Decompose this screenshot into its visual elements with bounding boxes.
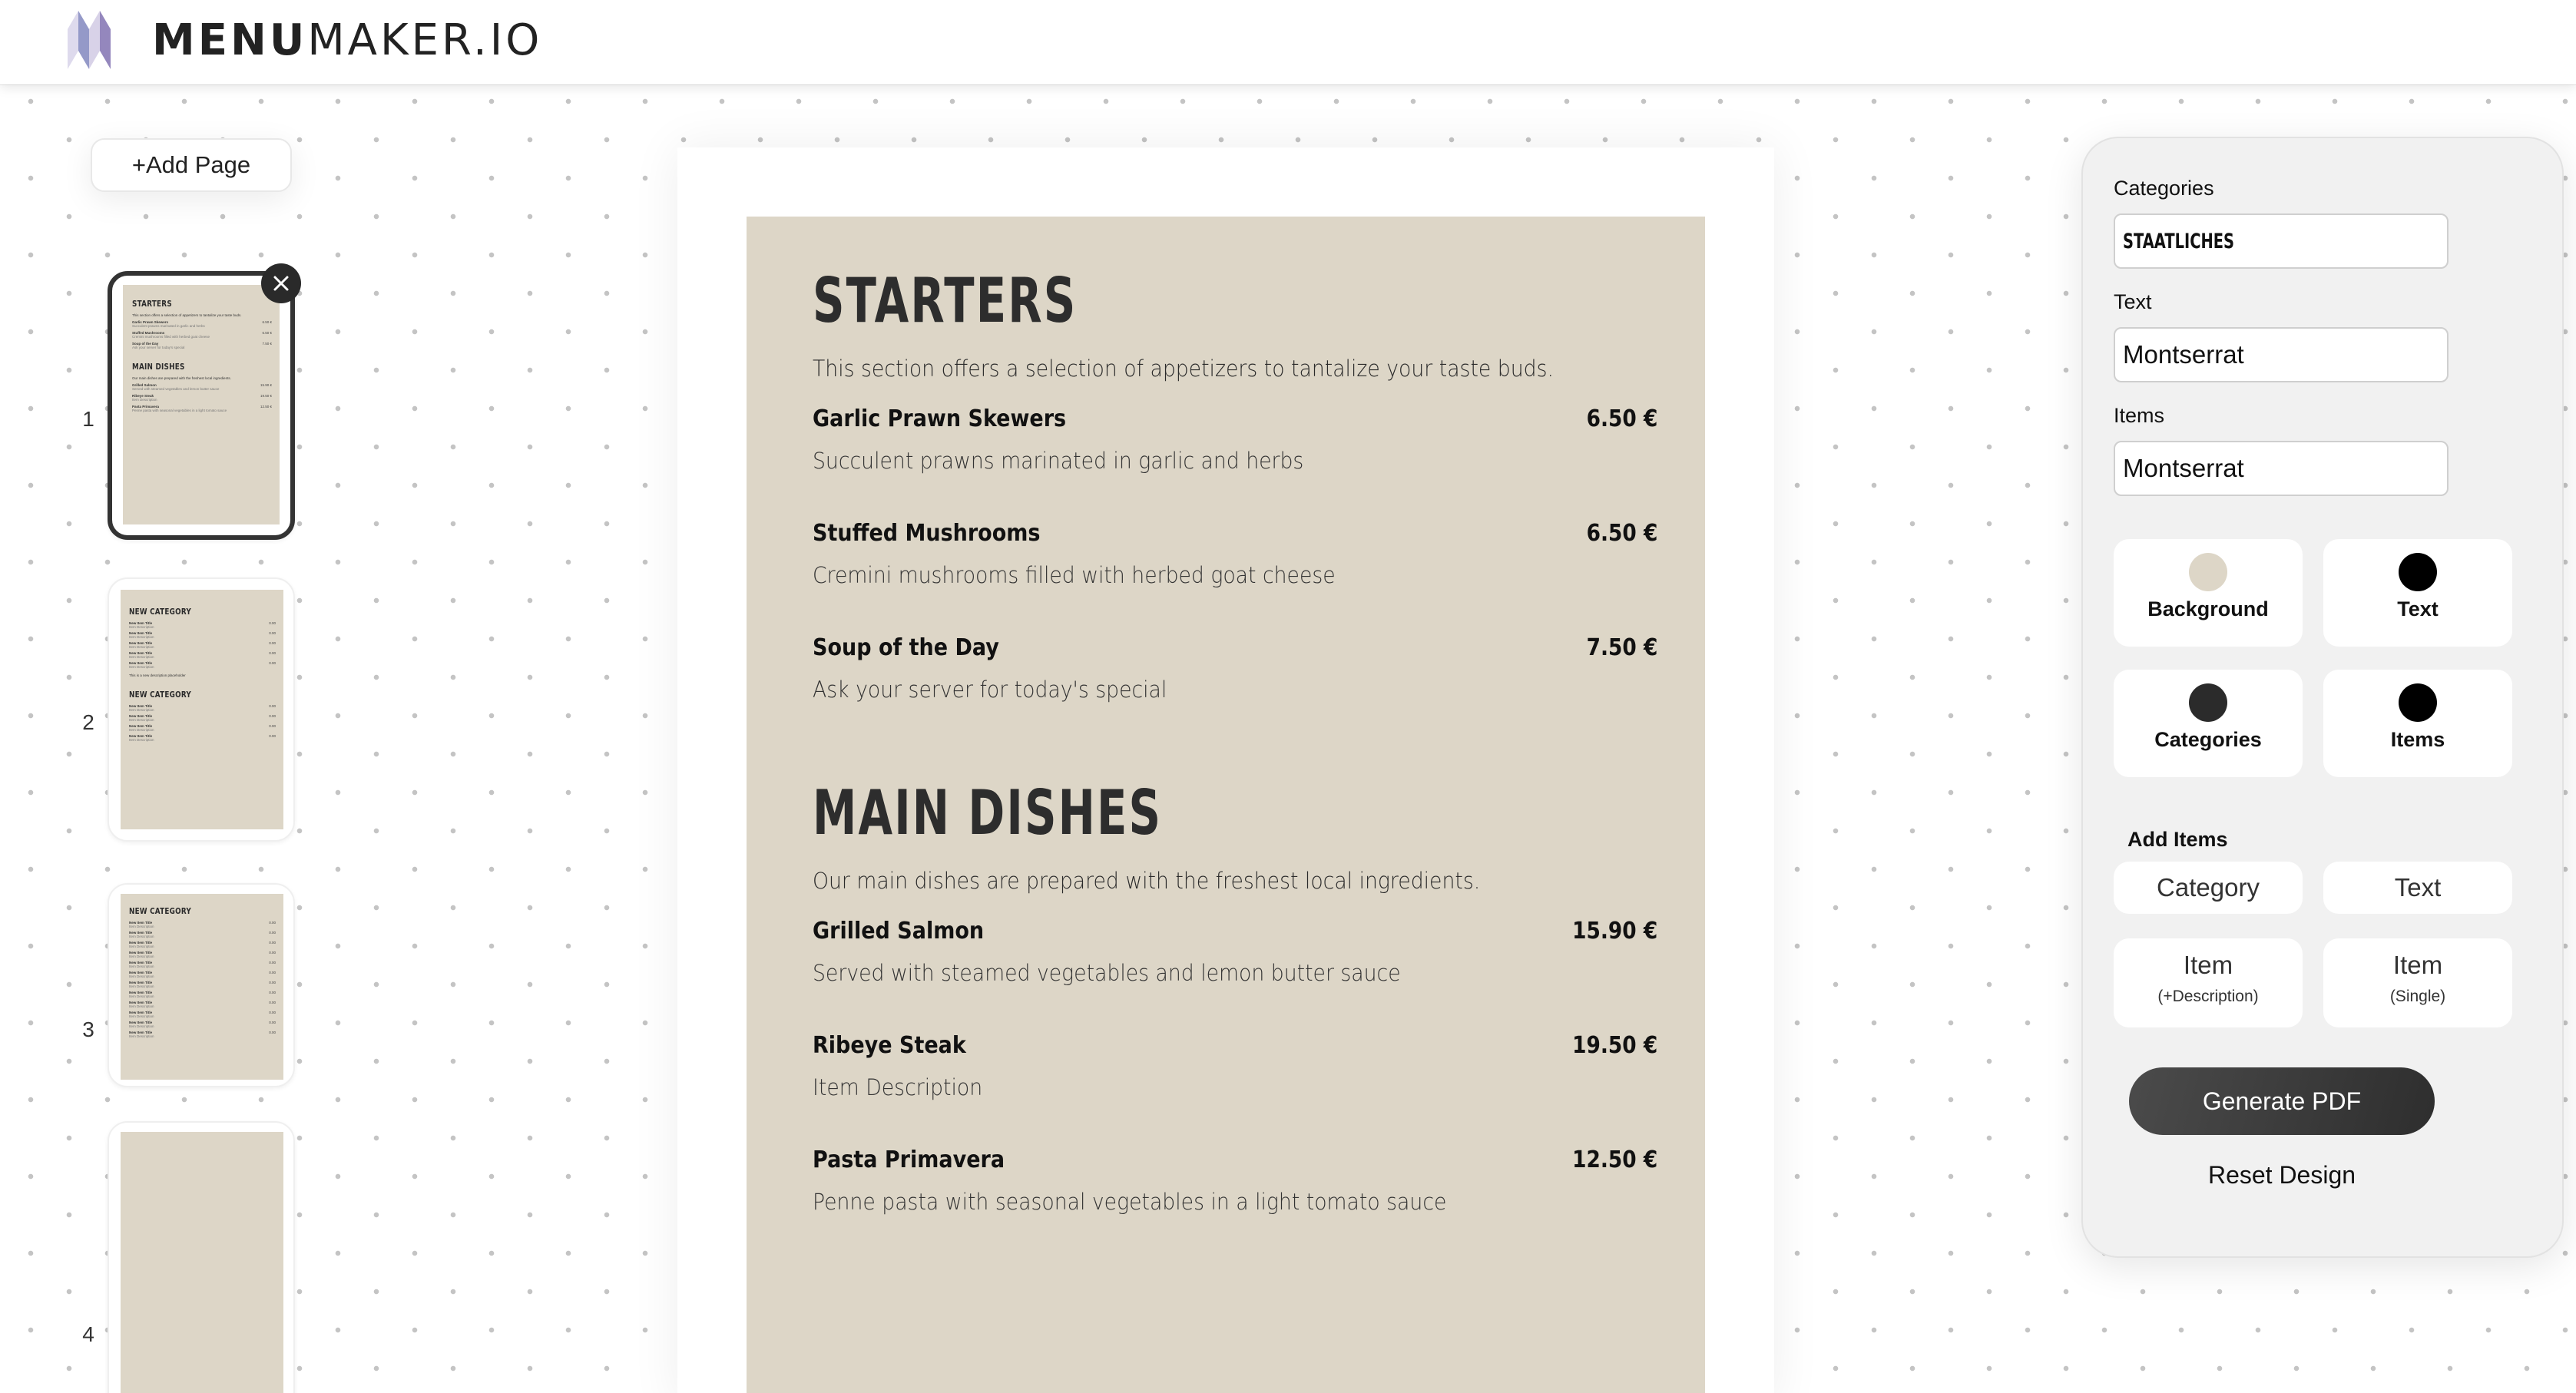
add-item-single-button[interactable] — [2323, 938, 2512, 1027]
item-description[interactable]: Penne pasta with seasonal vegetables in a light tomato sauce — [813, 1189, 1447, 1215]
add-item-sublabel: (+Description) — [2157, 988, 2259, 1005]
categories-font-select[interactable] — [2114, 213, 2449, 269]
thumbnail-preview — [121, 1132, 283, 1393]
mini-category-title: NEW CATEGORY — [129, 690, 191, 700]
generate-pdf-button[interactable]: Generate PDF — [2129, 1067, 2435, 1135]
mini-item-price: 0.00 — [269, 951, 276, 955]
mini-text-block: This is a new description placeholder — [129, 673, 186, 677]
add-item-sublabel: (Single) — [2389, 988, 2446, 1005]
mini-item-title: New Item Title — [129, 951, 153, 955]
items-font-select[interactable] — [2114, 441, 2449, 496]
mini-item-title: New Item Title — [129, 621, 153, 625]
mini-item-title: New Item Title — [129, 971, 153, 974]
page-number: 2 — [82, 710, 94, 734]
mini-item-desc: Item Description — [129, 1034, 154, 1038]
mini-item-title: New Item Title — [129, 981, 153, 984]
item-price[interactable]: 15.90 € — [1571, 918, 1657, 945]
item-price[interactable]: 6.50 € — [1586, 405, 1657, 432]
add-text-label: Text — [2394, 873, 2442, 902]
text-font-value: Montserrat — [2123, 340, 2244, 369]
mini-item-title: New Item Title — [129, 991, 153, 994]
add-item-description-button[interactable] — [2114, 938, 2303, 1027]
mini-item-price: 0.00 — [269, 631, 276, 635]
mini-item-title: Ribeye Steak — [132, 394, 154, 398]
mini-item-title: New Item Title — [129, 661, 153, 665]
menu-page-canvas — [677, 147, 1774, 1393]
mini-item-desc: Ask your server for today's special — [132, 346, 185, 349]
menu-page-background — [747, 217, 1705, 1393]
mini-item-desc: Served with steamed vegetables and lemon butter sauce — [132, 387, 220, 391]
mini-item-desc: Item Description — [129, 994, 154, 998]
mini-item-price: 0.00 — [269, 621, 276, 625]
mini-item-desc: Cremini mushrooms filled with herbed goat cheese — [132, 335, 210, 339]
mini-item-desc: Item Description — [129, 1004, 154, 1008]
mini-item-price: 0.00 — [269, 991, 276, 994]
color-label: Background — [2147, 597, 2269, 620]
add-item-label: Item — [2183, 951, 2233, 979]
thumbnail-preview — [121, 590, 283, 829]
mini-item-desc: Item Description — [129, 925, 154, 928]
color-label: Categories — [2154, 728, 2262, 751]
mini-item-desc: Item Description — [129, 984, 154, 988]
page-number: 3 — [82, 1017, 94, 1041]
item-description[interactable]: Served with steamed vegetables and lemon butter sauce — [813, 960, 1401, 986]
mini-item-desc: Item Description — [129, 635, 154, 639]
background-color-picker[interactable] — [2114, 539, 2303, 647]
mini-item-title: Soup of the Day — [132, 342, 159, 346]
items-font-label: Items — [2114, 404, 2165, 427]
mini-item-price: 7.50 € — [262, 342, 272, 346]
mini-item-title: New Item Title — [129, 1001, 153, 1004]
item-description[interactable]: Cremini mushrooms filled with herbed goat cheese — [813, 562, 1336, 588]
mini-item-title: Grilled Salmon — [132, 383, 157, 387]
menu-item[interactable] — [813, 918, 1657, 986]
close-icon — [273, 275, 290, 292]
mini-item-desc: Succulent prawns marinated in garlic and herbs — [132, 324, 205, 328]
mini-item-price: 19.50 € — [260, 394, 272, 398]
background-color-swatch — [2189, 553, 2227, 591]
app-header — [0, 0, 2576, 84]
items-color-picker[interactable] — [2323, 670, 2512, 777]
mini-item-title: New Item Title — [129, 1021, 153, 1024]
mini-item-title: Garlic Prawn Skewers — [132, 320, 169, 324]
mini-item-desc: Item Description — [129, 945, 154, 948]
mini-item-desc: Item Description — [129, 935, 154, 938]
mini-item-desc: Item Description — [129, 965, 154, 968]
mini-item-price: 0.00 — [269, 941, 276, 945]
mini-item-price: 0.00 — [269, 651, 276, 655]
text-font-select[interactable] — [2114, 327, 2449, 382]
logo-wordmark — [152, 14, 542, 68]
mini-item-title: New Item Title — [129, 961, 153, 965]
mini-item-price: 0.00 — [269, 961, 276, 965]
mini-item-price: 0.00 — [269, 921, 276, 925]
category-title[interactable]: STARTERS — [813, 265, 1078, 336]
mini-item-desc: Item Description — [129, 655, 154, 659]
mini-item-price: 0.00 — [269, 641, 276, 645]
mini-item-desc: Item Description — [129, 974, 154, 978]
item-price[interactable]: 7.50 € — [1586, 634, 1657, 661]
page-number: 4 — [82, 1322, 94, 1346]
mini-item-title: Pasta Primavera — [132, 405, 160, 409]
item-description[interactable]: Item Description — [813, 1074, 983, 1100]
color-label: Items — [2390, 728, 2445, 751]
mini-category-title: MAIN DISHES — [132, 362, 185, 372]
mini-item-price: 0.00 — [269, 661, 276, 665]
mini-item-desc: Item Description — [132, 398, 157, 402]
text-color-picker[interactable] — [2323, 539, 2512, 647]
mini-item-desc: Item Description — [129, 708, 154, 712]
mini-item-price: 6.50 € — [262, 331, 272, 335]
mini-item-price: 0.00 — [269, 1021, 276, 1024]
mini-item-price: 0.00 — [269, 724, 276, 728]
mini-category-title: NEW CATEGORY — [129, 607, 191, 617]
page-thumbnail-2[interactable] — [108, 577, 295, 842]
item-description[interactable]: Ask your server for today's special — [813, 677, 1167, 703]
add-page-button[interactable]: +Add Page — [91, 138, 292, 192]
mini-item-desc: Item Description — [129, 665, 154, 669]
menu-item[interactable] — [813, 1032, 1657, 1100]
items-color-swatch — [2399, 683, 2437, 722]
item-title[interactable]: Stuffed Mushrooms — [813, 520, 1041, 547]
menu-item[interactable] — [813, 520, 1657, 588]
items-font-value: Montserrat — [2123, 454, 2244, 482]
mini-item-title: New Item Title — [129, 1011, 153, 1014]
page-thumbnail-1[interactable] — [108, 271, 295, 540]
mini-item-desc: Item Description — [129, 645, 154, 649]
add-item-label: Item — [2392, 951, 2443, 979]
mini-item-title: New Item Title — [129, 1031, 153, 1034]
mini-category-title: NEW CATEGORY — [129, 906, 191, 916]
color-label: Text — [2397, 597, 2439, 620]
categories-font-value: STAATLICHES — [2123, 229, 2235, 253]
item-price[interactable]: 6.50 € — [1586, 520, 1657, 547]
menu-section — [813, 263, 1657, 703]
text-color-swatch — [2399, 553, 2437, 591]
page-number: 1 — [82, 407, 94, 431]
delete-page-button[interactable] — [261, 263, 301, 303]
categories-font-label: Categories — [2114, 177, 2214, 200]
page-thumbnail-4[interactable] — [108, 1121, 295, 1393]
mini-category-title: STARTERS — [132, 299, 172, 309]
mini-item-title: New Item Title — [129, 704, 153, 708]
mini-item-price: 12.50 € — [260, 405, 272, 409]
mini-item-title: New Item Title — [129, 941, 153, 945]
menumaker-logo-icon — [68, 11, 132, 69]
mini-item-title: New Item Title — [129, 714, 153, 718]
mini-item-desc: Item Description — [129, 738, 154, 742]
mini-item-desc: Penne pasta with seasonal vegetables in a light tomato sauce — [132, 409, 227, 412]
category-title[interactable]: MAIN DISHES — [813, 777, 1163, 849]
mini-item-title: New Item Title — [129, 724, 153, 728]
item-title[interactable]: Grilled Salmon — [813, 918, 985, 945]
text-font-label: Text — [2114, 290, 2152, 313]
mini-category-desc: Our main dishes are prepared with the freshest local ingredients. — [132, 376, 231, 380]
item-price[interactable]: 19.50 € — [1571, 1032, 1657, 1059]
item-description[interactable]: Succulent prawns marinated in garlic and herbs — [813, 448, 1304, 474]
page-thumbnail-3[interactable] — [108, 883, 295, 1087]
mini-item-price: 0.00 — [269, 704, 276, 708]
menu-section — [813, 775, 1657, 1215]
mini-item-title: New Item Title — [129, 931, 153, 935]
categories-color-swatch — [2189, 683, 2227, 722]
add-text-button[interactable] — [2323, 862, 2512, 914]
mini-item-title: New Item Title — [129, 921, 153, 925]
menu-item[interactable] — [813, 634, 1657, 703]
item-title[interactable]: Ribeye Steak — [813, 1032, 966, 1059]
item-price[interactable]: 12.50 € — [1571, 1146, 1657, 1173]
mini-item-title: New Item Title — [129, 631, 153, 635]
item-title[interactable]: Garlic Prawn Skewers — [813, 405, 1067, 432]
mini-item-title: New Item Title — [129, 641, 153, 645]
menu-item[interactable] — [813, 1146, 1657, 1215]
mini-item-price: 0.00 — [269, 734, 276, 738]
mini-item-desc: Item Description — [129, 1014, 154, 1018]
mini-item-price: 0.00 — [269, 931, 276, 935]
reset-design-button[interactable]: Reset Design — [2207, 1161, 2356, 1189]
mini-item-desc: Item Description — [129, 625, 154, 629]
mini-item-desc: Item Description — [129, 1024, 154, 1028]
mini-item-price: 0.00 — [269, 1001, 276, 1004]
menu-item[interactable] — [813, 405, 1657, 474]
mini-item-price: 6.50 € — [262, 320, 272, 324]
mini-item-desc: Item Description — [129, 728, 154, 732]
mini-item-title: New Item Title — [129, 734, 153, 738]
logo-light-text: MAKER.IO — [307, 15, 543, 65]
add-category-button[interactable] — [2114, 862, 2303, 914]
add-category-label: Category — [2157, 873, 2260, 902]
mini-item-price: 0.00 — [269, 1031, 276, 1034]
add-items-title: Add Items — [2127, 828, 2228, 851]
mini-item-title: New Item Title — [129, 651, 153, 655]
mini-item-price: 0.00 — [269, 981, 276, 984]
mini-item-desc: Item Description — [129, 955, 154, 958]
mini-item-price: 0.00 — [269, 714, 276, 718]
thumbnail-preview — [121, 894, 283, 1080]
mini-item-price: 15.90 € — [260, 383, 272, 387]
item-title[interactable]: Soup of the Day — [813, 634, 999, 661]
logo-bold-text: MENU — [152, 15, 308, 65]
design-panel — [2081, 137, 2564, 1258]
mini-item-desc: Item Description — [129, 718, 154, 722]
item-title[interactable]: Pasta Primavera — [813, 1146, 1005, 1173]
category-description[interactable]: This section offers a selection of appetizers to tantalize your taste buds. — [813, 356, 1554, 382]
category-description[interactable]: Our main dishes are prepared with the freshest local ingredients. — [813, 868, 1481, 894]
mini-item-price: 0.00 — [269, 1011, 276, 1014]
mini-item-price: 0.00 — [269, 971, 276, 974]
thumbnail-preview — [123, 285, 280, 524]
mini-item-title: Stuffed Mushrooms — [132, 331, 165, 335]
mini-category-desc: This section offers a selection of appetizers to tantalize your taste buds. — [132, 313, 242, 317]
categories-color-picker[interactable] — [2114, 670, 2303, 777]
